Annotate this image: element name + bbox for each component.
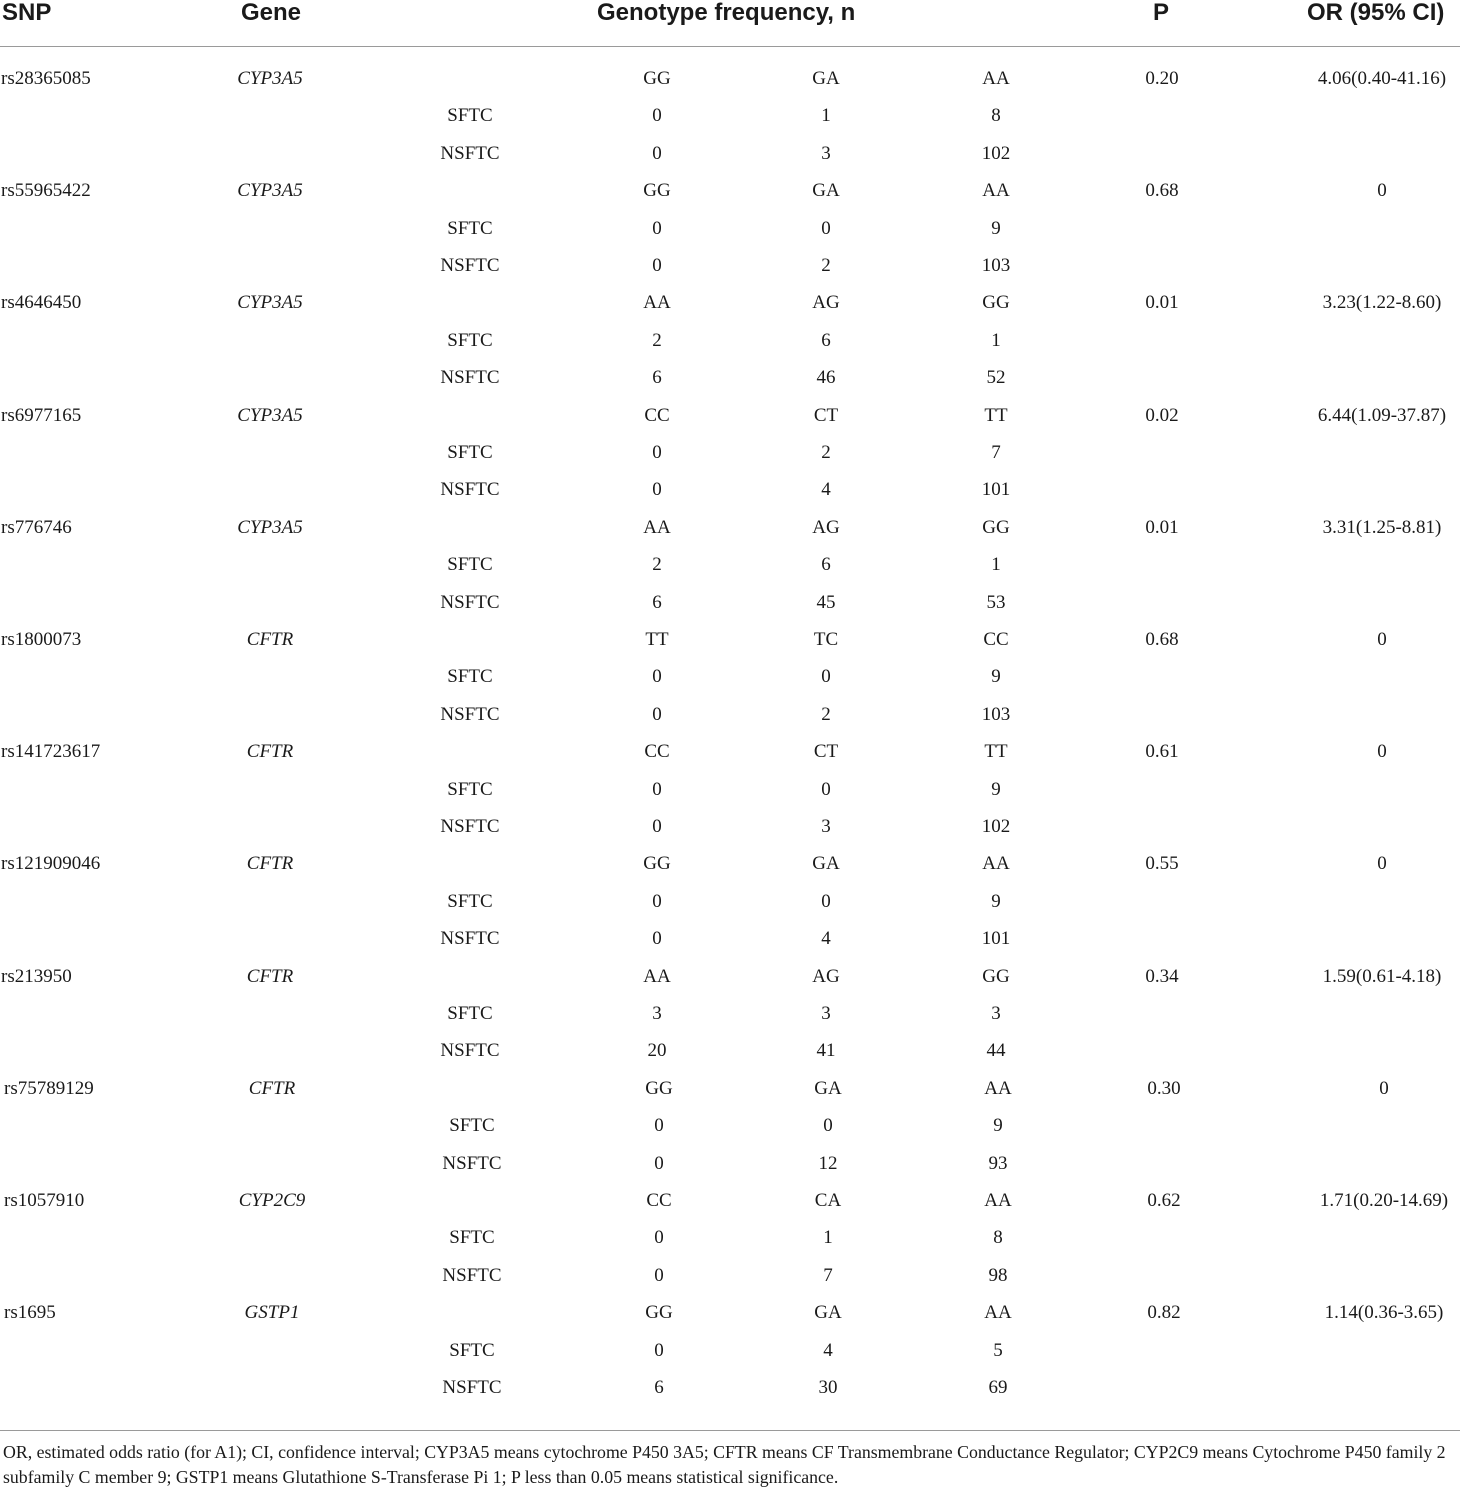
count-cell: 2: [821, 703, 831, 725]
bottom-rule: [0, 1430, 1460, 1431]
count-cell: 6: [652, 367, 662, 389]
count-cell: 3: [652, 1003, 662, 1024]
genotype-label: GG: [645, 1302, 673, 1324]
genotype-label: GG: [982, 516, 1010, 538]
count-cell: 2: [821, 255, 831, 276]
p-value: 0.68: [1145, 180, 1179, 202]
count-cell: 6: [821, 554, 831, 576]
count-cell: 46: [816, 367, 836, 389]
group-label: NSFTC: [440, 255, 500, 276]
group-label: SFTC: [449, 1115, 495, 1137]
odds-ratio: 0: [1377, 629, 1387, 650]
genotype-label: GG: [982, 965, 1010, 987]
header-gene: Gene: [241, 0, 302, 26]
count-cell: 0: [654, 1264, 664, 1286]
group-label: NSFTC: [440, 816, 500, 837]
genotype-label: AA: [984, 1190, 1012, 1211]
count-cell: 4: [821, 928, 831, 950]
group-label: NSFTC: [440, 367, 500, 389]
snp-id: rs4646450: [1, 292, 82, 314]
gene-name: CYP2C9: [238, 1190, 306, 1211]
group-label: SFTC: [449, 1227, 495, 1249]
gene-name: CFTR: [246, 965, 294, 987]
genotype-label: GG: [643, 68, 671, 89]
group-label: SFTC: [447, 442, 493, 463]
group-label: SFTC: [449, 1339, 495, 1361]
genotype-label: CC: [646, 1190, 672, 1211]
snp-id: rs75789129: [4, 1077, 94, 1099]
count-cell: 41: [816, 1040, 836, 1062]
count-cell: 0: [652, 928, 662, 950]
count-cell: 0: [652, 703, 662, 725]
count-cell: 12: [818, 1152, 838, 1174]
count-cell: 3: [821, 816, 831, 837]
gene-name: CFTR: [246, 853, 294, 875]
header-or-ci: OR (95% CI): [1307, 0, 1445, 26]
genotype-label: GA: [814, 1302, 842, 1324]
count-cell: 0: [652, 778, 662, 800]
count-cell: 93: [988, 1152, 1008, 1174]
count-cell: 8: [993, 1227, 1003, 1249]
snp-id: rs55965422: [1, 180, 91, 202]
count-cell: 3: [821, 142, 831, 164]
count-cell: 0: [823, 1115, 833, 1137]
group-label: SFTC: [447, 329, 493, 351]
snp-id: rs141723617: [1, 741, 101, 763]
genotype-label: AA: [982, 180, 1010, 202]
count-cell: 0: [652, 217, 662, 239]
count-cell: 0: [821, 217, 831, 239]
odds-ratio: 0: [1377, 853, 1387, 875]
gene-name: CFTR: [246, 741, 294, 763]
p-value: 0.20: [1145, 68, 1179, 89]
group-label: NSFTC: [440, 142, 500, 164]
count-cell: 8: [991, 105, 1001, 127]
count-cell: 6: [654, 1377, 664, 1398]
genotype-label: GA: [812, 68, 840, 89]
odds-ratio: 4.06(0.40-41.16): [1317, 68, 1447, 89]
count-cell: 30: [818, 1377, 838, 1398]
count-cell: 1: [991, 554, 1001, 576]
count-cell: 9: [991, 890, 1001, 912]
p-value: 0.82: [1147, 1302, 1181, 1324]
genotype-label: GG: [643, 853, 671, 875]
genotype-label: TT: [984, 741, 1008, 763]
header-snp: SNP: [2, 0, 52, 26]
count-cell: 6: [652, 591, 662, 613]
group-label: SFTC: [447, 666, 493, 688]
odds-ratio: 0: [1377, 180, 1387, 202]
count-cell: 5: [993, 1339, 1003, 1361]
group-label: NSFTC: [442, 1152, 502, 1174]
gene-name: CYP3A5: [237, 516, 303, 538]
count-cell: 45: [816, 591, 836, 613]
genotype-label: GG: [982, 292, 1010, 314]
header-rule: [0, 46, 1460, 47]
genotype-label: AG: [812, 965, 840, 987]
table-footnote: OR, estimated odds ratio (for A1); CI, confidence interval; CYP3A5 means cytochrome P450 3A5; CFTR means CF Transmembrane Conductance Regulator; CYP2C9 means Cytochrome P450 family 2 subfamily C member 9; GSTP1 means Glutathione S-Transferase Pi 1; P less than 0.05 means statistical significance.: [3, 1442, 1446, 1487]
count-cell: 0: [821, 666, 831, 688]
count-cell: 0: [652, 255, 662, 276]
p-value: 0.34: [1145, 965, 1179, 987]
genotype-label: CC: [644, 404, 670, 426]
p-value: 0.02: [1145, 404, 1179, 426]
p-value: 0.30: [1147, 1077, 1181, 1099]
count-cell: 69: [988, 1377, 1008, 1398]
count-cell: 44: [986, 1040, 1006, 1062]
group-label: NSFTC: [442, 1377, 502, 1398]
group-label: NSFTC: [440, 703, 500, 725]
count-cell: 9: [991, 778, 1001, 800]
count-cell: 3: [991, 1003, 1001, 1024]
snp-id: rs28365085: [1, 68, 91, 89]
count-cell: 7: [823, 1264, 833, 1286]
snp-id: rs1800073: [1, 629, 82, 650]
genotype-label: TT: [984, 404, 1008, 426]
group-label: SFTC: [447, 554, 493, 576]
count-cell: 102: [981, 142, 1011, 164]
genotype-label: CT: [813, 404, 839, 426]
count-cell: 2: [821, 442, 831, 463]
group-label: NSFTC: [440, 479, 500, 501]
genotype-label: AA: [984, 1302, 1012, 1324]
gene-name: CYP3A5: [237, 68, 303, 89]
odds-ratio: 1.71(0.20-14.69): [1319, 1190, 1449, 1211]
count-cell: 3: [821, 1003, 831, 1024]
group-label: SFTC: [447, 217, 493, 239]
genotype-label: AA: [643, 292, 671, 314]
genotype-label: GA: [812, 853, 840, 875]
group-label: SFTC: [447, 105, 493, 127]
count-cell: 20: [647, 1040, 667, 1062]
snp-id: rs1695: [4, 1302, 56, 1324]
group-label: SFTC: [447, 1003, 493, 1024]
count-cell: 1: [823, 1227, 833, 1249]
count-cell: 53: [986, 591, 1006, 613]
p-value: 0.61: [1145, 741, 1179, 763]
group-label: SFTC: [447, 890, 493, 912]
count-cell: 103: [981, 255, 1011, 276]
gene-name: CYP3A5: [237, 292, 303, 314]
genotype-label: GG: [645, 1077, 673, 1099]
odds-ratio: 6.44(1.09-37.87): [1317, 404, 1447, 426]
count-cell: 1: [991, 329, 1001, 351]
p-value: 0.01: [1145, 516, 1179, 538]
snp-id: rs213950: [1, 965, 72, 987]
count-cell: 0: [654, 1115, 664, 1137]
count-cell: 9: [991, 666, 1001, 688]
snp-id: rs6977165: [1, 404, 82, 426]
count-cell: 0: [652, 442, 662, 463]
genotype-label: AA: [984, 1077, 1012, 1099]
gene-name: CFTR: [246, 629, 294, 650]
count-cell: 2: [652, 554, 662, 576]
genotype-label: AA: [643, 516, 671, 538]
count-cell: 0: [821, 778, 831, 800]
genotype-label: GA: [812, 180, 840, 202]
genotype-label: CC: [983, 629, 1009, 650]
p-value: 0.01: [1145, 292, 1179, 314]
count-cell: 0: [652, 142, 662, 164]
p-value: 0.68: [1145, 629, 1179, 650]
snp-id: rs776746: [1, 516, 72, 538]
group-label: NSFTC: [442, 1264, 502, 1286]
count-cell: 0: [652, 666, 662, 688]
gene-name: CYP3A5: [237, 180, 303, 202]
genotype-label: GG: [643, 180, 671, 202]
gene-name: CYP3A5: [237, 404, 303, 426]
count-cell: 0: [652, 479, 662, 501]
count-cell: 6: [821, 329, 831, 351]
count-cell: 1: [821, 105, 831, 127]
gene-name: CFTR: [248, 1077, 296, 1099]
count-cell: 4: [821, 479, 831, 501]
count-cell: 98: [988, 1264, 1008, 1286]
group-label: NSFTC: [440, 591, 500, 613]
count-cell: 9: [991, 217, 1001, 239]
header-p: P: [1153, 0, 1170, 26]
odds-ratio: 1.59(0.61-4.18): [1322, 965, 1442, 987]
odds-ratio: 3.31(1.25-8.81): [1322, 516, 1442, 538]
odds-ratio: 1.14(0.36-3.65): [1324, 1302, 1444, 1324]
count-cell: 101: [981, 928, 1011, 950]
genotype-label: AG: [812, 292, 840, 314]
snp-id: rs1057910: [4, 1190, 85, 1211]
group-label: NSFTC: [440, 928, 500, 950]
genotype-label: CT: [813, 741, 839, 763]
count-cell: 0: [654, 1152, 664, 1174]
genotype-label: AA: [982, 68, 1010, 89]
count-cell: 52: [986, 367, 1006, 389]
odds-ratio: 3.23(1.22-8.60): [1322, 292, 1442, 314]
genotype-label: AA: [643, 965, 671, 987]
odds-ratio: 0: [1379, 1077, 1389, 1099]
genotype-label: GA: [814, 1077, 842, 1099]
count-cell: 0: [652, 105, 662, 127]
genotype-label: CA: [814, 1190, 842, 1211]
p-value: 0.62: [1147, 1190, 1181, 1211]
header-genotype-frequency: Genotype frequency, n: [597, 0, 856, 26]
genotype-label: AG: [812, 516, 840, 538]
count-cell: 0: [654, 1339, 664, 1361]
snp-id: rs121909046: [1, 853, 101, 875]
p-value: 0.55: [1145, 853, 1179, 875]
group-label: SFTC: [447, 778, 493, 800]
count-cell: 103: [981, 703, 1011, 725]
genotype-label: CC: [644, 741, 670, 763]
count-cell: 0: [654, 1227, 664, 1249]
count-cell: 102: [981, 816, 1011, 837]
count-cell: 0: [652, 890, 662, 912]
count-cell: 0: [652, 816, 662, 837]
count-cell: 9: [993, 1115, 1003, 1137]
odds-ratio: 0: [1377, 741, 1387, 763]
genotype-label: TC: [813, 629, 839, 650]
count-cell: 0: [821, 890, 831, 912]
count-cell: 4: [823, 1339, 833, 1361]
gene-name: GSTP1: [244, 1302, 300, 1324]
count-cell: 7: [991, 442, 1001, 463]
genotype-label: TT: [645, 629, 669, 650]
count-cell: 101: [981, 479, 1011, 501]
group-label: NSFTC: [440, 1040, 500, 1062]
genotype-label: AA: [982, 853, 1010, 875]
count-cell: 2: [652, 329, 662, 351]
